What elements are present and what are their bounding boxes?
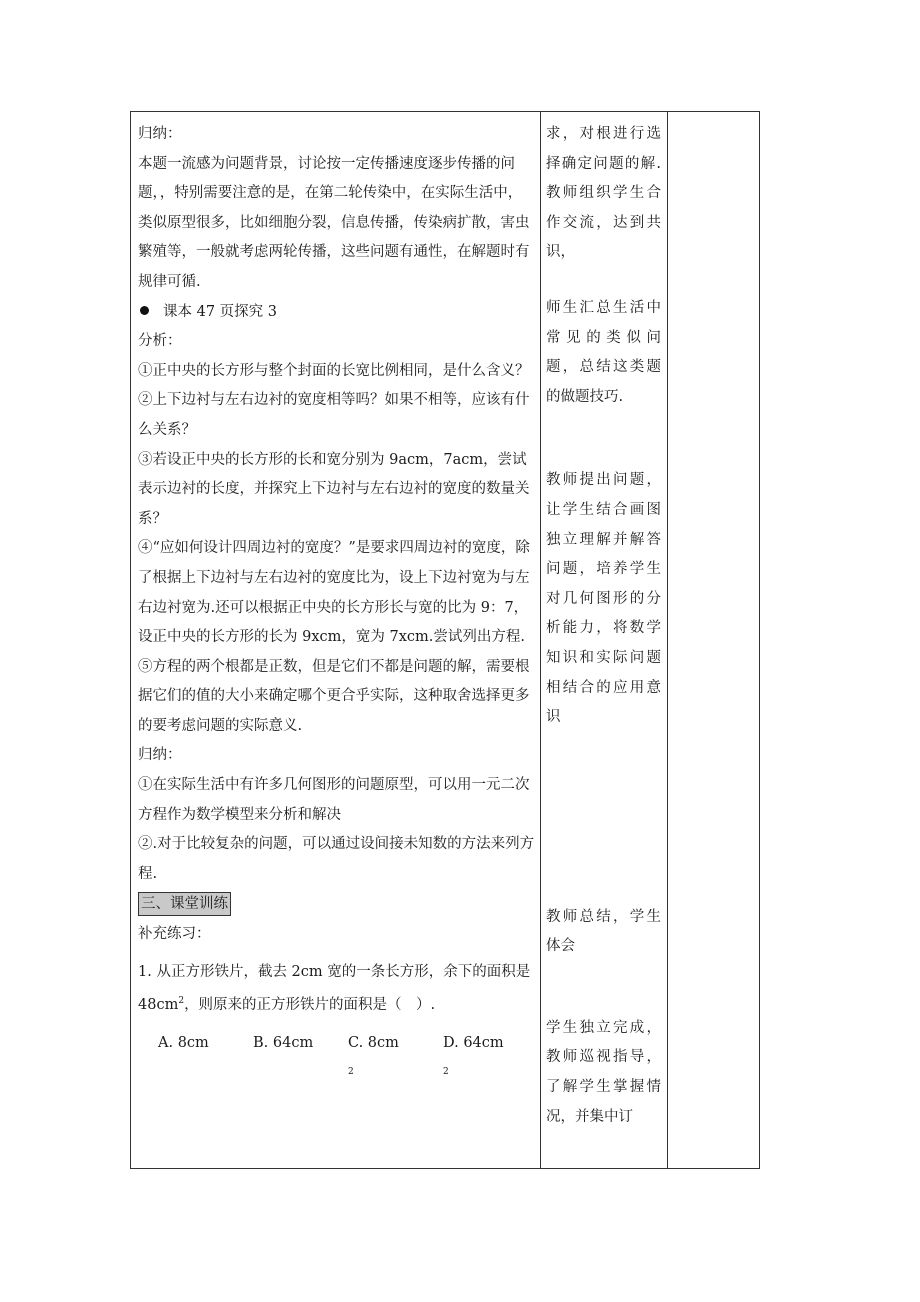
option-a: A. 8cm (158, 1034, 209, 1051)
option-b: B. 64cm (253, 1034, 314, 1051)
option-d (443, 1029, 523, 1092)
exercise-1-sup: 2 (178, 996, 185, 1007)
section-title: 三、课堂训练 (138, 892, 231, 916)
summary2-heading: 归纳： (138, 747, 182, 764)
section-title-row (138, 889, 536, 920)
question-4: ④“应如何设计四周边衬的宽度？”是要求四周边衬的宽度，除了根据上下边衬与左右边衬的宽度比为，设上下边衬宽为与左右边衬宽为.还可以根据正中央的长方形长与宽的比为 9：7，设正中央的长方形的长为 9xcm，宽为 7xcm.尝试列出方程. (138, 540, 530, 646)
lesson-table (130, 111, 760, 1169)
bullet-item-label: 课本 47 页探究 3 (163, 303, 278, 320)
question-5: ⑤方程的两个根都是正数，但是它们不都是问题的解，需要根据它们的值的大小来确定哪个更合乎实际，这种取舍选择更多的要考虑问题的实际意义. (138, 658, 530, 734)
exercise-1-options (138, 1029, 536, 1092)
summary1-text: 本题一流感为问题背景，讨论按一定传播速度逐步传播的问题，，特别需要注意的是，在第二轮传染中，在实际生活中，类似原型很多，比如细胞分裂，信息传播，传染病扩散，害虫繁殖等，一般就考虑两轮传播，这些问题有通性，在解题时有规律可循. (138, 155, 530, 290)
question-2: ②上下边衬与左右边衬的宽度相等吗？如果不相等，应该有什么关系？ (138, 392, 530, 438)
bullet-item (138, 298, 536, 328)
activity-note-4: 教师总结，学生体会 (546, 908, 661, 955)
activity-note-2: 师生汇总生活中常见的类似问题，总结这类题的做题技巧. (546, 299, 661, 405)
analysis-heading: 分析： (138, 333, 182, 350)
summary2-point-2: ②.对于比较复杂的问题，可以通过设间接未知数的方法来列方程. (138, 836, 535, 882)
option-c-text: C. 8cm (348, 1034, 399, 1051)
question-3: ③若设正中央的长方形的长和宽分别为 9acm，7acm，尝试表示边衬的长度，并探究上下边衬与左右边衬的宽度的数量关系？ (138, 451, 530, 527)
option-c (348, 1029, 443, 1092)
column-divider-1 (540, 112, 541, 1168)
exercise-1-text: 1. 从正方形铁片，截去 2cm 宽的一条长方形，余下的面积是 48cm (138, 963, 531, 1014)
option-d-text: D. 64cm (443, 1034, 504, 1051)
option-c-sup: 2 (348, 1067, 354, 1078)
summary2-point-1: ①在实际生活中有许多几何图形的问题原型，可以用一元二次方程作为数学模型来分析和解决 (138, 777, 530, 823)
activity-note-3: 教师提出问题，让学生结合画图独立理解并解答问题，培养学生对几何图形的分析能力，将数学知识和实际问题相结合的应用意识 (546, 472, 661, 726)
column-divider-2 (667, 112, 668, 1168)
activity-note-5: 学生独立完成，教师巡视指导，了解学生掌握情况，并集中订 (546, 1019, 661, 1125)
extra-exercise-heading: 补充练习： (138, 926, 211, 943)
activity-note-1: 求，对根进行选择确定问题的解. 教师组织学生合作交流，达到共识， (546, 126, 661, 261)
option-d-sup: 2 (443, 1067, 449, 1078)
bullet-icon (140, 306, 149, 315)
exercise-1 (138, 958, 536, 1021)
question-1: ①正中央的长方形与整个封面的长宽比例相同，是什么含义？ (138, 362, 530, 379)
teacher-student-activity-column (546, 120, 661, 1132)
exercise-1-text-tail: ，则原来的正方形铁片的面积是（ ）. (184, 997, 436, 1014)
summary1-heading: 归纳： (138, 126, 182, 142)
teaching-content-column (138, 120, 536, 1092)
